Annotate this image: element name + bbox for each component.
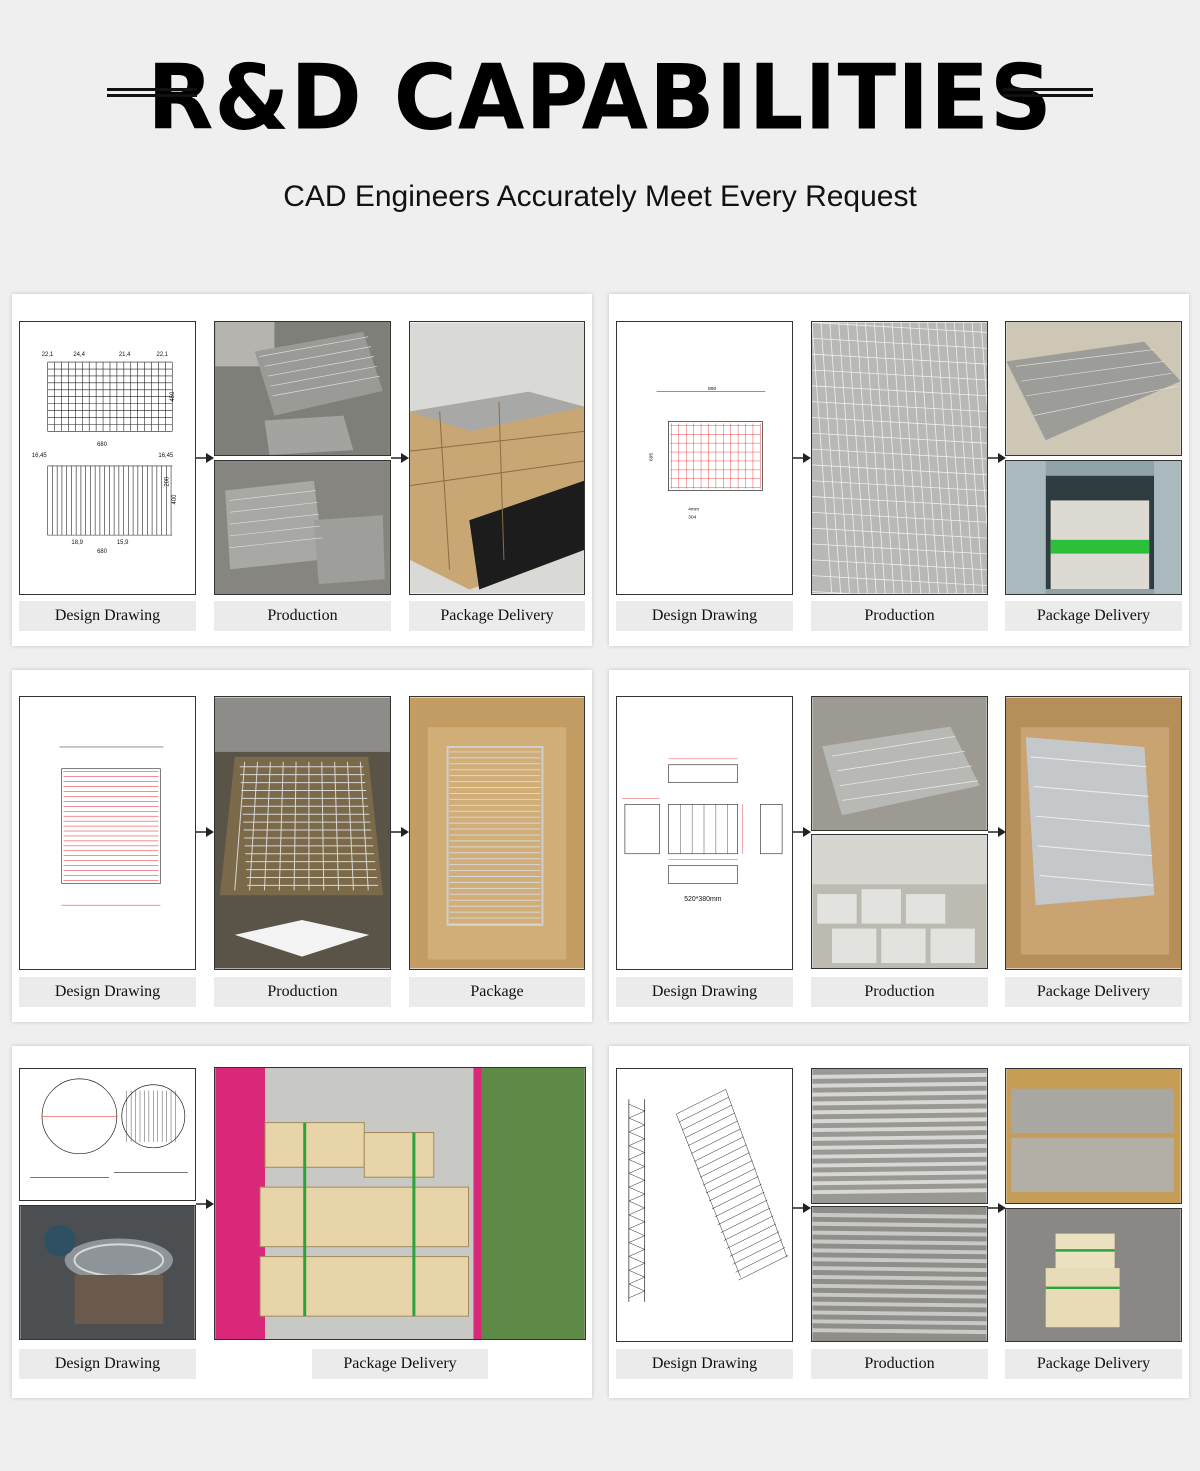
drawing-line — [629, 1215, 645, 1222]
svg-text:520*380mm: 520*380mm — [684, 896, 722, 904]
drawing-line — [676, 1114, 740, 1277]
drawing-line — [629, 1291, 645, 1298]
arrow-right-icon — [196, 452, 214, 464]
production-photo — [811, 696, 988, 831]
drawing-line — [812, 1295, 986, 1297]
drawing-line — [812, 1110, 986, 1112]
drawing-line — [629, 1146, 645, 1153]
svg-text:450: 450 — [170, 391, 177, 402]
drawing-line — [682, 1105, 731, 1130]
drawing-line — [629, 1284, 645, 1291]
drawing-line — [812, 1172, 986, 1174]
drawing-line — [688, 1121, 737, 1146]
step-label: Production — [811, 1349, 988, 1379]
design-drawing-photo — [19, 1205, 196, 1340]
arrow-right-icon — [196, 1198, 214, 1210]
drawing-line — [812, 1321, 986, 1323]
drawing-line — [629, 1139, 645, 1146]
title-rule-right — [1003, 88, 1093, 97]
design-drawing-image — [616, 1068, 793, 1342]
drawing-line — [812, 1250, 986, 1252]
drawing-line — [721, 1208, 770, 1233]
drawing-line — [629, 1236, 645, 1243]
svg-text:16,45: 16,45 — [31, 453, 47, 460]
drawing-line — [812, 1259, 986, 1261]
drawing-line — [629, 1263, 645, 1270]
arrow-right-icon — [793, 826, 811, 838]
package-photo — [409, 696, 585, 970]
drawing-line — [812, 1084, 986, 1086]
svg-text:890: 890 — [707, 386, 717, 392]
design-drawing-image — [616, 321, 793, 595]
svg-text:304: 304 — [688, 515, 697, 521]
drawing-line — [812, 1102, 986, 1104]
drawing-line — [629, 1166, 645, 1173]
drawing-line — [709, 1176, 758, 1201]
drawing-line — [727, 1224, 776, 1249]
production-photo — [811, 1068, 988, 1204]
arrow-right-icon — [988, 1202, 1006, 1214]
drawing-line — [629, 1194, 645, 1201]
drawing-line — [629, 1187, 645, 1194]
drawing-line — [676, 1089, 725, 1114]
drawing-line — [812, 1286, 986, 1288]
step-label: Package Delivery — [1005, 1349, 1182, 1379]
production-photo — [214, 460, 391, 595]
drawing-line — [703, 1161, 752, 1186]
arrow-right-icon — [988, 826, 1006, 838]
drawing-line — [629, 1277, 645, 1284]
drawing-line — [629, 1208, 645, 1215]
production-photo — [811, 1206, 988, 1342]
production-photo — [811, 321, 988, 595]
drawing-line — [700, 1153, 749, 1178]
drawing-line — [629, 1229, 645, 1236]
drawing-line — [629, 1111, 645, 1118]
drawing-line — [694, 1137, 743, 1162]
drawing-line — [812, 1233, 986, 1235]
arrow-right-icon — [391, 452, 409, 464]
drawing-line — [715, 1192, 764, 1217]
package-delivery-photo — [1005, 321, 1182, 456]
drawing-line — [812, 1181, 986, 1183]
step-label: Production — [811, 601, 988, 631]
svg-text:24,4: 24,4 — [73, 352, 85, 359]
package-delivery-photo — [1005, 696, 1182, 970]
drawing-line — [629, 1243, 645, 1250]
svg-text:4mm: 4mm — [688, 507, 700, 513]
drawing-line — [712, 1184, 761, 1209]
arrow-right-icon — [793, 1202, 811, 1214]
drawing-line — [812, 1137, 986, 1139]
production-photo — [811, 834, 988, 969]
drawing-line — [629, 1201, 645, 1208]
drawing-line — [697, 1145, 746, 1170]
svg-text:680: 680 — [97, 442, 108, 449]
package-delivery-photo — [1005, 460, 1182, 595]
arrow-right-icon — [988, 452, 1006, 464]
drawing-line — [812, 1146, 986, 1148]
design-drawing-image — [616, 696, 793, 970]
svg-text:680: 680 — [97, 548, 108, 555]
drawing-line — [629, 1270, 645, 1277]
package-delivery-photo — [409, 321, 585, 595]
drawing-line — [629, 1256, 645, 1263]
drawing-line — [685, 1113, 734, 1138]
drawing-line — [739, 1255, 788, 1280]
step-label: Design Drawing — [616, 977, 793, 1007]
production-photo — [214, 321, 391, 456]
svg-text:695: 695 — [649, 452, 655, 461]
step-label: Production — [214, 977, 391, 1007]
production-photo — [214, 696, 391, 970]
arrow-right-icon — [793, 452, 811, 464]
design-drawing-image — [19, 321, 196, 595]
drawing-line — [812, 1304, 986, 1306]
step-label: Design Drawing — [19, 1349, 196, 1379]
dim-label: 22,1 — [41, 352, 54, 359]
step-label: Package Delivery — [312, 1349, 488, 1379]
step-label: Design Drawing — [19, 977, 196, 1007]
drawing-line — [812, 1224, 986, 1226]
step-label: Production — [214, 601, 391, 631]
arrow-right-icon — [391, 826, 409, 838]
page-title: R&D CAPABILITIES — [147, 45, 1053, 151]
svg-text:400: 400 — [172, 494, 179, 505]
drawing-line — [812, 1277, 986, 1279]
package-delivery-photo — [1005, 1208, 1182, 1342]
page-subtitle: CAD Engineers Accurately Meet Every Request — [283, 180, 917, 213]
step-label: Design Drawing — [19, 601, 196, 631]
drawing-line — [812, 1330, 986, 1332]
drawing-line — [736, 1248, 785, 1273]
drawing-line — [812, 1215, 986, 1217]
svg-text:21,4: 21,4 — [118, 352, 131, 359]
svg-text:15,9: 15,9 — [116, 540, 129, 547]
drawing-line — [724, 1216, 773, 1241]
step-label: Design Drawing — [616, 601, 793, 631]
svg-text:22,1: 22,1 — [156, 352, 168, 359]
drawing-line — [629, 1160, 645, 1167]
drawing-line — [812, 1164, 986, 1166]
drawing-line — [629, 1153, 645, 1160]
drawing-line — [812, 1093, 986, 1095]
drawing-line — [726, 1089, 787, 1257]
drawing-line — [812, 1155, 986, 1157]
drawing-line — [718, 1200, 767, 1225]
svg-text:18,9: 18,9 — [71, 540, 83, 547]
step-label: Production — [811, 977, 988, 1007]
drawing-line — [629, 1180, 645, 1187]
drawing-line — [812, 1128, 986, 1130]
drawing-line — [812, 1190, 986, 1192]
step-label: Design Drawing — [616, 1349, 793, 1379]
drawing-line — [691, 1129, 740, 1154]
step-label: Package — [409, 977, 585, 1007]
step-label: Package Delivery — [409, 601, 585, 631]
drawing-line — [812, 1268, 986, 1270]
drawing-line — [812, 1075, 986, 1077]
drawing-line — [733, 1240, 782, 1265]
design-drawing-image — [19, 696, 196, 970]
drawing-line — [629, 1132, 645, 1139]
drawing-line — [812, 1241, 986, 1243]
drawing-line — [629, 1104, 645, 1111]
step-label: Package Delivery — [1005, 601, 1182, 631]
drawing-line — [629, 1222, 645, 1229]
package-delivery-photo — [1005, 1068, 1182, 1204]
svg-text:16,45: 16,45 — [158, 453, 174, 460]
drawing-line — [730, 1232, 779, 1257]
title-rule-left — [107, 88, 197, 97]
step-label: Package Delivery — [1005, 977, 1182, 1007]
drawing-line — [812, 1312, 986, 1314]
drawing-line — [679, 1097, 728, 1122]
drawing-line — [812, 1119, 986, 1121]
drawing-line — [706, 1168, 755, 1193]
design-drawing-image — [19, 1068, 196, 1201]
drawing-line — [629, 1125, 645, 1132]
arrow-right-icon — [196, 826, 214, 838]
drawing-line — [629, 1173, 645, 1180]
package-delivery-photo — [214, 1067, 586, 1340]
drawing-line — [629, 1118, 645, 1125]
svg-text:200: 200 — [164, 476, 171, 487]
drawing-line — [629, 1249, 645, 1256]
